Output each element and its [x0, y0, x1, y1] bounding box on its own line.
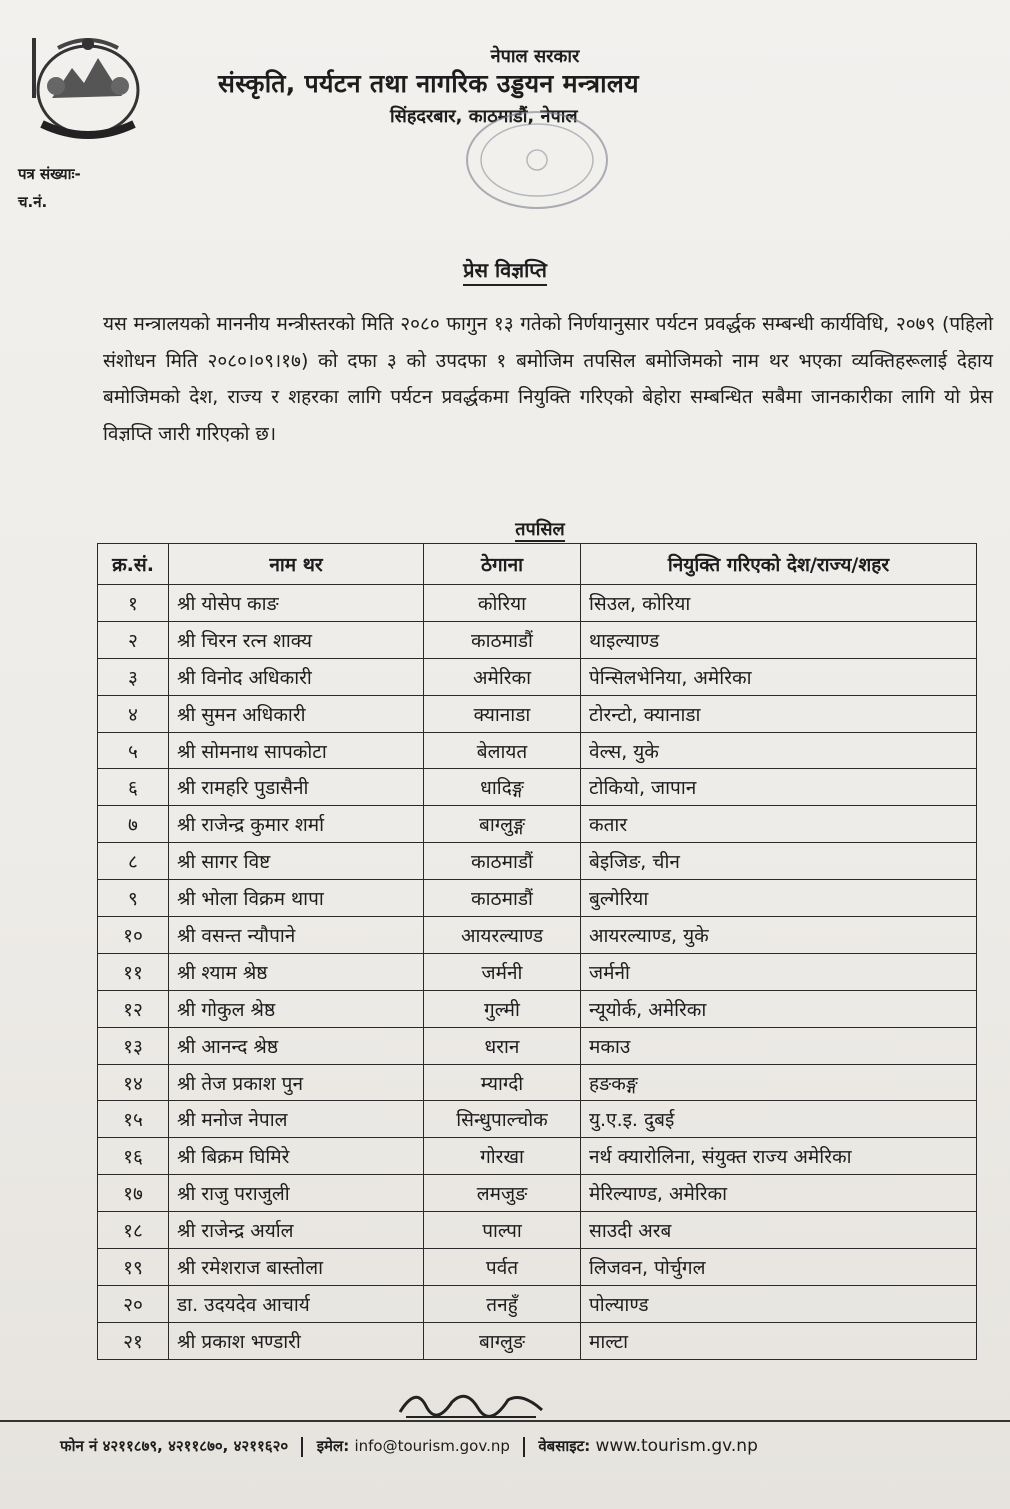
footer-contact: [60, 1436, 758, 1457]
row-appointment: जर्मनी: [581, 953, 977, 990]
row-appointment: माल्टा: [581, 1322, 977, 1359]
signature-icon: [396, 1384, 546, 1420]
row-appointment: मकाउ: [581, 1027, 977, 1064]
row-name: श्री राजु पराजुली: [169, 1175, 424, 1212]
row-name: श्री बिक्रम घिमिरे: [169, 1138, 424, 1175]
table-header-row: [98, 544, 977, 585]
row-name: श्री आनन्द श्रेष्ठ: [169, 1027, 424, 1064]
row-name: श्री वसन्त न्यौपाने: [169, 917, 424, 954]
row-serial: १९: [98, 1249, 169, 1286]
ministry-name: संस्कृति, पर्यटन तथा नागरिक उड्डयन मन्त्रालय: [218, 69, 639, 98]
row-serial: १५: [98, 1101, 169, 1138]
row-address: जर्मनी: [424, 953, 581, 990]
row-serial: १८: [98, 1212, 169, 1249]
row-address: बेलायत: [424, 732, 581, 769]
row-address: म्याग्दी: [424, 1064, 581, 1101]
row-name: श्री मनोज नेपाल: [169, 1101, 424, 1138]
email-label: इमेल:: [316, 1437, 350, 1455]
row-appointment: यु.ए.इ. दुबई: [581, 1101, 977, 1138]
row-address: काठमाडौं: [424, 843, 581, 880]
table-row: [98, 1064, 977, 1101]
row-appointment: कतार: [581, 806, 977, 843]
press-release-body: यस मन्त्रालयको माननीय मन्त्रीस्तरको मिति २०८० फागुन १३ गतेको निर्णयानुसार पर्यटन प्रवर्द्धक सम्बन्धी कार्यविधि, २०७९ (पहिलो संशोधन मिति २०८०।०९।१७) को दफा ३ को उपदफा १ बमोजिम तपसिल बमोजिमको नाम थर भएका व्यक्तिहरूलाई देहाय बमोजिमको देश, राज्य र शहरका लागि पर्यटन प्रवर्द्धकमा नियुक्ति गरिएको बेहोरा सम्बन्धित सबैमा जानकारीका लागि यो प्रेस विज्ञप्ति जारी गरिएको छ।: [103, 313, 993, 445]
table-row: [98, 1027, 977, 1064]
press-release-title: [0, 256, 1010, 283]
footer-separator: [301, 1437, 303, 1457]
row-appointment: आयरल्याण्ड, युके: [581, 917, 977, 954]
email-address[interactable]: info@tourism.gov.np: [354, 1437, 510, 1455]
row-serial: २: [98, 621, 169, 658]
row-address: धरान: [424, 1027, 581, 1064]
dispatch-number-label: च.नं.: [18, 193, 48, 211]
row-serial: ४: [98, 695, 169, 732]
row-name: श्री श्याम श्रेष्ठ: [169, 953, 424, 990]
row-appointment: बुल्गेरिया: [581, 880, 977, 917]
row-appointment: न्यूयोर्क, अमेरिका: [581, 990, 977, 1027]
table-row: [98, 1175, 977, 1212]
row-name: श्री प्रकाश भण्डारी: [169, 1322, 424, 1359]
phone-label: फोन नं: [60, 1437, 98, 1455]
website-link[interactable]: www.tourism.gv.np: [595, 1436, 758, 1456]
government-name: नेपाल सरकार: [490, 46, 580, 67]
row-serial: ७: [98, 806, 169, 843]
phone-numbers: ४२११८७९, ४२११८७०, ४२११६२०: [102, 1437, 289, 1455]
row-appointment: टोरन्टो, क्यानाडा: [581, 695, 977, 732]
row-address: सिन्धुपाल्चोक: [424, 1101, 581, 1138]
header-address: ठेगाना: [424, 544, 581, 585]
table-row: [98, 1322, 977, 1359]
appointments-table: [97, 543, 977, 1360]
office-stamp-icon: [462, 105, 612, 215]
row-serial: १२: [98, 990, 169, 1027]
row-address: क्यानाडा: [424, 695, 581, 732]
row-serial: १: [98, 585, 169, 622]
row-serial: १३: [98, 1027, 169, 1064]
row-serial: २०: [98, 1285, 169, 1322]
row-address: लमजुङ: [424, 1175, 581, 1212]
row-serial: ८: [98, 843, 169, 880]
row-address: गुल्मी: [424, 990, 581, 1027]
table-row: [98, 695, 977, 732]
row-appointment: पोल्याण्ड: [581, 1285, 977, 1322]
row-address: आयरल्याण्ड: [424, 917, 581, 954]
table-row: [98, 658, 977, 695]
row-appointment: बेइजिङ, चीन: [581, 843, 977, 880]
row-name: श्री चिरन रत्न शाक्य: [169, 621, 424, 658]
row-address: गोरखा: [424, 1138, 581, 1175]
header-name: नाम थर: [169, 544, 424, 585]
website-label: वेबसाइट:: [538, 1437, 591, 1455]
row-name: श्री सागर विष्ट: [169, 843, 424, 880]
table-row: [98, 1285, 977, 1322]
table-row: [98, 769, 977, 806]
row-serial: ५: [98, 732, 169, 769]
row-appointment: नर्थ क्यारोलिना, संयुक्त राज्य अमेरिका: [581, 1138, 977, 1175]
row-serial: ६: [98, 769, 169, 806]
table-row: [98, 1212, 977, 1249]
row-serial: १४: [98, 1064, 169, 1101]
row-serial: १६: [98, 1138, 169, 1175]
row-appointment: सिउल, कोरिया: [581, 585, 977, 622]
row-appointment: थाइल्याण्ड: [581, 621, 977, 658]
table-row: [98, 953, 977, 990]
row-name: श्री गोकुल श्रेष्ठ: [169, 990, 424, 1027]
row-name: श्री विनोद अधिकारी: [169, 658, 424, 695]
row-serial: ११: [98, 953, 169, 990]
row-appointment: वेल्स, युके: [581, 732, 977, 769]
row-address: धादिङ्ग: [424, 769, 581, 806]
row-serial: ३: [98, 658, 169, 695]
row-name: श्री योसेप काङ: [169, 585, 424, 622]
row-address: काठमाडौं: [424, 880, 581, 917]
row-appointment: मेरिल्याण्ड, अमेरिका: [581, 1175, 977, 1212]
table-row: [98, 990, 977, 1027]
row-address: अमेरिका: [424, 658, 581, 695]
row-name: श्री राजेन्द्र कुमार शर्मा: [169, 806, 424, 843]
row-serial: २१: [98, 1322, 169, 1359]
table-row: [98, 732, 977, 769]
footer-divider: [0, 1420, 1010, 1422]
row-name: श्री रमेशराज बास्तोला: [169, 1249, 424, 1286]
row-name: श्री राजेन्द्र अर्याल: [169, 1212, 424, 1249]
table-row: [98, 917, 977, 954]
reference-block: [18, 160, 81, 216]
row-name: श्री तेज प्रकाश पुन: [169, 1064, 424, 1101]
row-serial: १०: [98, 917, 169, 954]
table-caption: [0, 517, 1010, 541]
row-address: पर्वत: [424, 1249, 581, 1286]
table-row: [98, 843, 977, 880]
row-address: काठमाडौं: [424, 621, 581, 658]
row-serial: १७: [98, 1175, 169, 1212]
ministry-address: सिंहदरबार, काठमाडौं, नेपाल: [390, 106, 578, 127]
table-row: [98, 585, 977, 622]
row-address: बाग्लुङ्ग: [424, 806, 581, 843]
row-address: कोरिया: [424, 585, 581, 622]
row-name: श्री सुमन अधिकारी: [169, 695, 424, 732]
table-body: [98, 585, 977, 1360]
footer-separator: [523, 1437, 525, 1457]
table-row: [98, 806, 977, 843]
row-appointment: हङकङ्ग: [581, 1064, 977, 1101]
table-caption-text: तपसिल: [515, 519, 565, 540]
row-appointment: टोकियो, जापान: [581, 769, 977, 806]
row-name: डा. उदयदेव आचार्य: [169, 1285, 424, 1322]
letter-number-label: पत्र संख्याः-: [18, 165, 81, 183]
row-appointment: साउदी अरब: [581, 1212, 977, 1249]
table-row: [98, 1101, 977, 1138]
row-name: श्री रामहरि पुडासैनी: [169, 769, 424, 806]
row-name: श्री भोला विक्रम थापा: [169, 880, 424, 917]
row-serial: ९: [98, 880, 169, 917]
table-row: [98, 1138, 977, 1175]
title-text: प्रेस विज्ञप्ति: [463, 258, 547, 286]
table-row: [98, 880, 977, 917]
row-address: तनहुँ: [424, 1285, 581, 1322]
row-address: बाग्लुङ: [424, 1322, 581, 1359]
table-row: [98, 1249, 977, 1286]
row-appointment: लिजवन, पोर्चुगल: [581, 1249, 977, 1286]
row-address: पाल्पा: [424, 1212, 581, 1249]
row-name: श्री सोमनाथ सापकोटा: [169, 732, 424, 769]
header-serial: क्र.सं.: [98, 544, 169, 585]
table-row: [98, 621, 977, 658]
header-appointment: नियुक्ति गरिएको देश/राज्य/शहर: [581, 544, 977, 585]
row-appointment: पेन्सिलभेनिया, अमेरिका: [581, 658, 977, 695]
